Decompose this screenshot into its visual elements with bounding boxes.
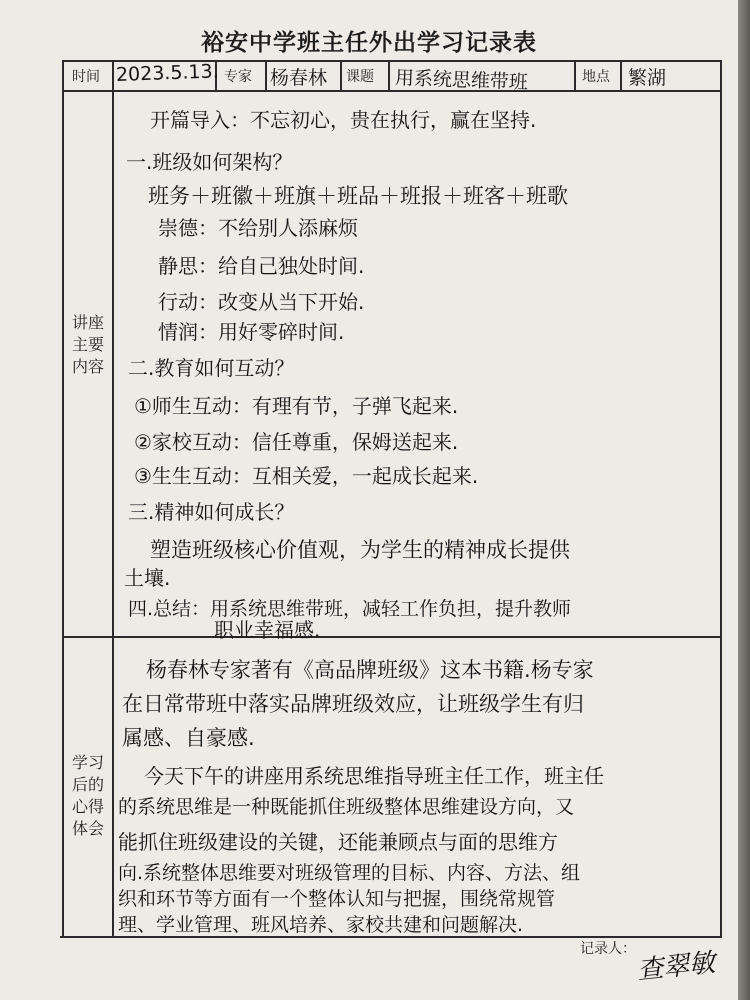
lecture-line: 一.班级如何架构？ — [126, 150, 293, 174]
lecture-line: 静思：给自己独处时间. — [158, 254, 365, 278]
expert-label: 专家 — [224, 69, 252, 85]
topic-label: 课题 — [346, 69, 374, 85]
expert-value: 杨春林 — [270, 67, 328, 89]
table-border-left — [62, 60, 64, 938]
place-value: 繁湖 — [628, 67, 667, 89]
lecture-line: 崇德：不给别人添麻烦 — [158, 216, 358, 240]
reflection-line: 的系统思维是一种既能抓住班级整体思维建设方向，又 — [118, 796, 575, 818]
header-divider-3 — [265, 60, 267, 90]
reflection-line: 今天下午的讲座用系统思维指导班主任工作，班主任 — [144, 764, 604, 788]
table-border-section-divider — [62, 636, 722, 638]
topic-value: 用系统思维带班 — [394, 67, 529, 94]
lecture-line: 二.教育如何互动？ — [128, 356, 295, 380]
reflection-line: 理、学业管理、班风培养、家校共建和问题解决. — [118, 914, 524, 936]
reflection-line: 杨春林专家著有《高品牌班级》这本书籍.杨专家 — [146, 658, 594, 682]
lecture-line: 班务＋班徽＋班旗＋班品＋班报＋班客＋班歌 — [148, 184, 568, 208]
lecture-line: ③生生互动：互相关爱，一起成长起来. — [134, 464, 479, 488]
time-label: 时间 — [72, 69, 100, 85]
time-value: 2023.5.13. — [115, 60, 220, 86]
table-border-right — [720, 60, 722, 938]
header-divider-4 — [340, 60, 342, 90]
reflection-line: 属感、自豪感. — [122, 726, 255, 750]
lecture-line: 三.精神如何成长？ — [128, 500, 295, 524]
label-column-divider — [112, 90, 114, 936]
recorder-label: 记录人： — [580, 941, 636, 957]
reflection-line: 能抓住班级建设的关键，还能兼顾点与面的思维方 — [118, 830, 558, 854]
header-divider-1 — [112, 60, 114, 90]
lecture-line: 土壤. — [124, 566, 171, 590]
header-divider-7 — [620, 60, 622, 90]
reflection-section-label: 学习后的心得体会 — [71, 753, 104, 838]
reflection-line: 在日常带班中落实品牌班级效应，让班级学生有归 — [122, 692, 584, 716]
lecture-line: 开篇导入：不忘初心，贵在执行，赢在坚持. — [150, 108, 537, 132]
lecture-line: ②家校互动：信任尊重，保姆送起来. — [134, 430, 459, 454]
header-divider-6 — [574, 60, 576, 90]
form-title: 裕安中学班主任外出学习记录表 — [201, 29, 537, 56]
lecture-line: 情润：用好零碎时间. — [158, 320, 345, 344]
lecture-line: ①师生互动：有理有节，子弹飞起来. — [134, 394, 459, 418]
lecture-section-label: 讲座主要内容 — [71, 313, 104, 376]
reflection-line: 向.系统整体思维要对班级管理的目标、内容、方法、组 — [118, 862, 581, 884]
background-edge — [738, 0, 750, 1000]
lecture-line: 塑造班级核心价值观，为学生的精神成长提供 — [150, 538, 570, 562]
lecture-line: 四.总结：用系统思维带班，减轻工作负担，提升教师 — [128, 598, 572, 620]
reflection-line: 织和环节等方面有一个整体认知与把握，围绕常规管 — [118, 888, 556, 910]
lecture-line: 职业幸福感. — [214, 618, 321, 642]
place-label: 地点 — [582, 69, 610, 85]
recorder-signature: 查翠敏 — [635, 947, 717, 986]
lecture-line: 行动：改变从当下开始. — [158, 290, 365, 314]
header-divider-5 — [388, 60, 390, 90]
table-border-header-bottom — [62, 90, 722, 92]
